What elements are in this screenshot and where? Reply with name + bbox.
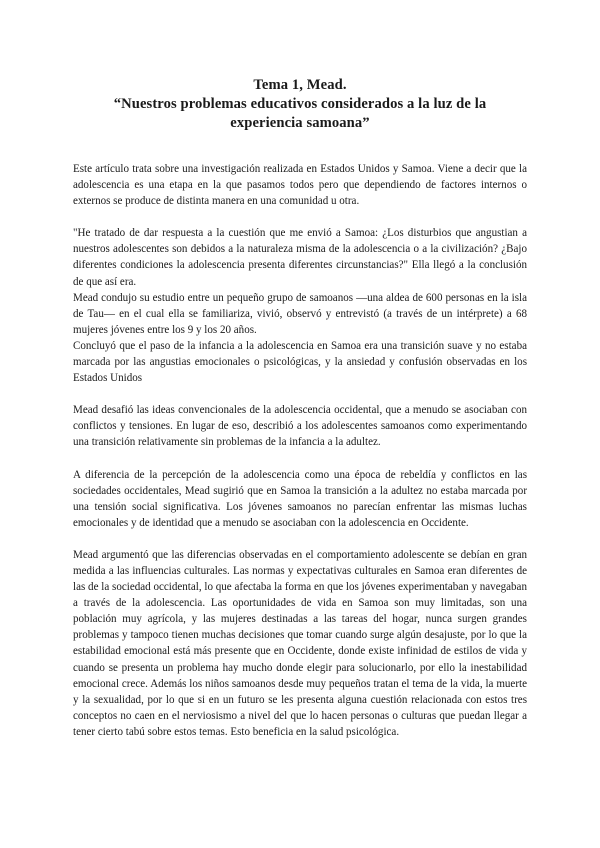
document-title [73, 76, 527, 133]
paragraph-cultural-influences: Mead argumentó que las diferencias observadas en el comportamiento adolescente se debían en gran medida a las influencias culturales. Las normas y expectativas culturales en Samoa eran diferentes de las de la sociedad occidental, lo que afectaba la forma en que los jóvenes experimentaban y navegaban a través de la adolescencia. Las oportunidades de vida en Samoa son muy limitadas, son una población muy agrícola, y las mujeres destinadas a las tareas del hogar, nunca surgen grandes problemas y tampoco tienen muchas decisiones que tomar cuando surge algún desajuste, por lo que la estabilidad emocional está más presente que en Occidente, donde existe infinidad de estilos de vida y cuando se presenta un problema hay mucho donde elegir para solucionarlo, por ello la inestabilidad emocional crece. Además los niños samoanos desde muy pequeños tratan el tema de la vida, la muerte y la sexualidad, por lo que si en un futuro se les presenta alguna cuestión relacionada con estos tres conceptos no caen en el nerviosismo a nivel del que lo hacen personas o culturas que puedan llegar a tener cierto tabú sobre estos temas. Esto beneficia en la salud psicológica. [73, 548, 527, 738]
title-line-topic: Tema 1, Mead. [253, 77, 347, 93]
paragraph-challenge: Mead desafió las ideas convencionales de la adolescencia occidental, que a menudo se asociaban con conflictos y tensiones. En lugar de eso, describió a los adolescentes samoanos como experimentando una transición relativamente sin problemas de la infancia a la adultez. [73, 404, 527, 449]
paragraph-study: Mead condujo su estudio entre un pequeño grupo de samoanos —una aldea de 600 personas en la isla de Tau— en el cual ella se familiariza, vivió, observó y entrevistó (a través de un intérprete) a 68 mujeres jóvenes entre los 9 y los 20 años. [73, 291, 527, 336]
paragraph-gap [73, 209, 527, 225]
paragraph-gap [73, 531, 527, 547]
document-body [73, 161, 527, 740]
paragraph-intro: Este artículo trata sobre una investigación realizada en Estados Unidos y Samoa. Viene a decir que la adolescencia es una etapa en la que pasamos todos pero que dependiendo de factores internos o externos se produce de distinta manera en una comunidad u otra. [73, 163, 527, 208]
paragraph-conclusion: Concluyó que el paso de la infancia a la adolescencia en Samoa era una transición suave y no estaba marcada por las angustias emocionales o psicológicas, y la ansiedad y confusión observadas en los Estados Unidos [73, 339, 527, 385]
title-line-article-1: “Nuestros problemas educativos considerados a la luz de la [113, 96, 487, 112]
title-line-article-2: experiencia samoana” [230, 115, 370, 131]
paragraph-gap [73, 386, 527, 402]
paragraph-contrast: A diferencia de la percepción de la adolescencia como una época de rebeldía y conflictos en las sociedades occidentales, Mead sugirió que en Samoa la transición a la adultez no estaba marcada por una tensión social significativa. Los jóvenes samoanos no parecían enfrentar las mismas luchas emocionales y de identidad que a menudo se asociaban con la adolescencia en Occidente. [73, 468, 527, 529]
paragraph-gap [73, 451, 527, 467]
paragraph-quote: "He tratado de dar respuesta a la cuestión que me envió a Samoa: ¿Los disturbios que angustian a nuestros adolescentes son debidos a la naturaleza misma de la adolescencia o a la civilización? ¿Bajo diferentes condiciones la adolescencia presenta diferentes circunstancias?" Ella llegó a la conclusión de que así era. [73, 227, 527, 288]
